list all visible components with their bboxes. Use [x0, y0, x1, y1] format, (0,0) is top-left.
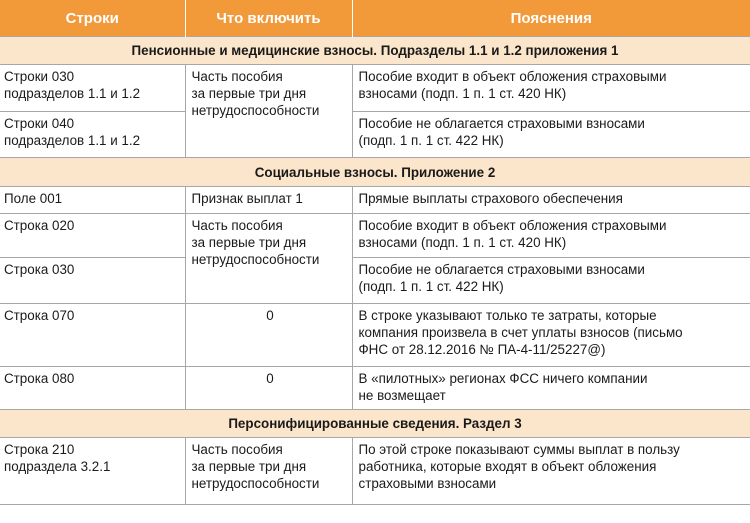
header-explanations: Пояснения — [352, 0, 750, 37]
row-include — [185, 438, 352, 505]
table-row — [0, 438, 750, 505]
section-title: Пенсионные и медицинские взносы. Подразделы 1.1 и 1.2 приложения 1 — [0, 37, 750, 65]
row-label-line: подразделов 1.1 и 1.2 — [4, 86, 141, 101]
row-label: Поле 001 — [0, 187, 185, 214]
table-row — [0, 214, 750, 258]
row-explanation — [352, 214, 750, 258]
row-label — [0, 65, 185, 112]
row-explanation — [352, 112, 750, 158]
include-line: Часть пособия — [191, 69, 283, 84]
explanation-line: Пособие входит в объект обложения страховыми — [358, 218, 667, 233]
row-explanation: Прямые выплаты страхового обеспечения — [352, 187, 750, 214]
row-include: 0 — [185, 367, 352, 410]
section-title: Социальные взносы. Приложение 2 — [0, 158, 750, 187]
row-label: Строка 080 — [0, 367, 185, 410]
section-header-personalized — [0, 410, 750, 438]
row-label-line: подраздела 3.2.1 — [4, 459, 111, 474]
row-explanation — [352, 258, 750, 304]
explanation-line: страховыми взносами — [358, 476, 497, 491]
table-row — [0, 187, 750, 214]
row-explanation — [352, 65, 750, 112]
row-explanation — [352, 438, 750, 505]
table-row — [0, 112, 750, 158]
explanation-line: не возмещает — [358, 388, 446, 403]
table-row — [0, 304, 750, 367]
include-line: за первые три дня — [191, 86, 307, 101]
row-label — [0, 438, 185, 505]
row-label-line: Строки 030 — [4, 69, 75, 84]
explanation-line: работника, которые входят в объект обложения — [358, 459, 657, 474]
row-explanation — [352, 367, 750, 410]
row-label: Строка 020 — [0, 214, 185, 258]
explanation-line: компания произвела в счет уплаты взносов (письмо — [358, 325, 683, 340]
include-line: за первые три дня — [191, 235, 307, 250]
section-title: Персонифицированные сведения. Раздел 3 — [0, 410, 750, 438]
table-row — [0, 258, 750, 304]
row-include: Признак выплат 1 — [185, 187, 352, 214]
explanation-line: В «пилотных» регионах ФСС ничего компании — [358, 371, 648, 386]
row-label-line: Строки 040 — [4, 116, 75, 131]
header-include: Что включить — [185, 0, 352, 37]
include-line: за первые три дня — [191, 459, 307, 474]
row-include — [185, 214, 352, 304]
include-line: нетрудоспособности — [191, 476, 320, 491]
row-label: Строка 070 — [0, 304, 185, 367]
explanation-line: Пособие не облагается страховыми взносами — [358, 262, 645, 277]
row-include — [185, 65, 352, 158]
table-header-row — [0, 0, 750, 37]
explanation-line: В строке указывают только те затраты, которые — [358, 308, 657, 323]
section-header-social — [0, 158, 750, 187]
explanation-line: (подп. 1 п. 1 ст. 422 НК) — [358, 133, 504, 148]
include-line: нетрудоспособности — [191, 103, 320, 118]
row-explanation — [352, 304, 750, 367]
table-row — [0, 65, 750, 112]
section-header-pension — [0, 37, 750, 65]
explanation-line: По этой строке показывают суммы выплат в пользу — [358, 442, 680, 457]
include-line: нетрудоспособности — [191, 252, 320, 267]
explanation-line: Пособие входит в объект обложения страховыми — [358, 69, 667, 84]
explanation-line: взносами (подп. 1 п. 1 ст. 420 НК) — [358, 86, 567, 101]
header-rows: Строки — [0, 0, 185, 37]
explanation-line: взносами (подп. 1 п. 1 ст. 420 НК) — [358, 235, 567, 250]
include-line: Часть пособия — [191, 442, 283, 457]
explanation-line: Пособие не облагается страховыми взносами — [358, 116, 645, 131]
row-label-line: Строка 210 — [4, 442, 75, 457]
row-label: Строка 030 — [0, 258, 185, 304]
row-label — [0, 112, 185, 158]
explanation-line: ФНС от 28.12.2016 № ПА-4-11/25227@) — [358, 342, 606, 357]
row-include: 0 — [185, 304, 352, 367]
row-label-line: подразделов 1.1 и 1.2 — [4, 133, 141, 148]
table-row — [0, 367, 750, 410]
include-line: Часть пособия — [191, 218, 283, 233]
explanation-line: (подп. 1 п. 1 ст. 422 НК) — [358, 279, 504, 294]
